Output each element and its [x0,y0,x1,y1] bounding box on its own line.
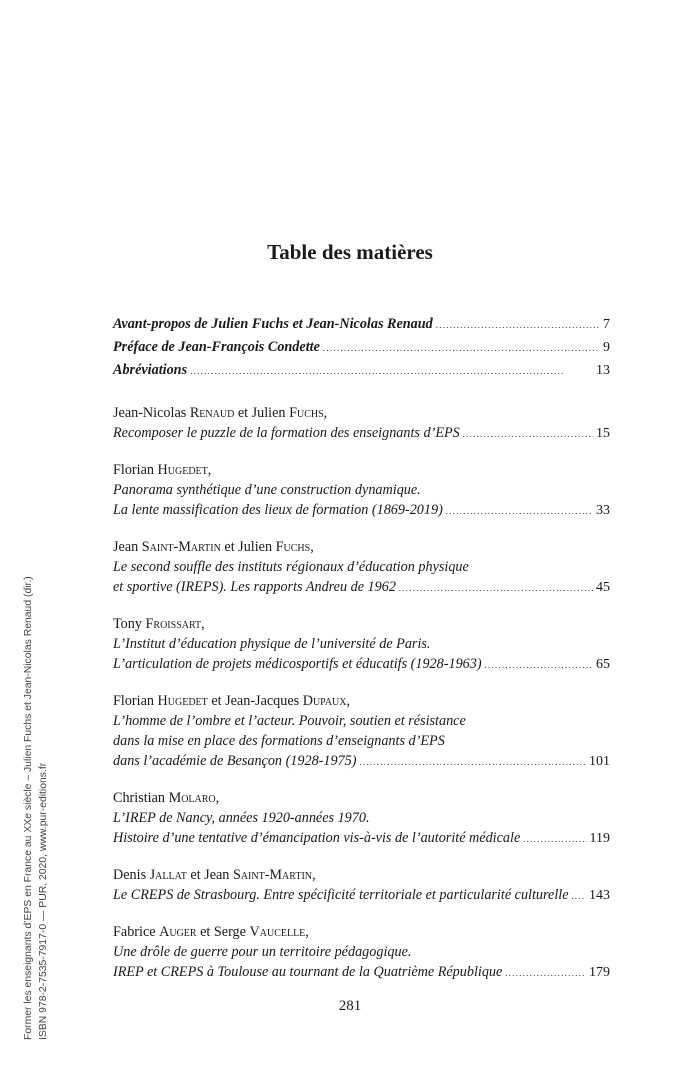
chapter-title-line: Le second souffle des instituts régionaux d’éducation physique [113,559,469,575]
chapter-title-text: L’articulation de projets médicosportifs et éducatifs (1928-1963) [113,656,482,672]
author-text: Jean-Nicolas [113,405,190,421]
author-surname: Froissart [145,616,202,632]
chapter-entry [113,691,610,772]
dot-leader [436,313,600,336]
author-surname: Dupaux [302,693,347,709]
dot-leader [572,885,586,906]
author-text: Florian [113,693,158,709]
chapter-page: 65 [596,657,610,672]
chapter-title-line: L’IREP de Nancy, années 1920-années 1970. [113,810,370,826]
chapter-title-text: Recomposer le puzzle de la formation des enseignants d’EPS [113,425,460,441]
chapter-title-last-line [113,751,610,772]
author-surname: Vaucelle [249,924,306,940]
author-text: Fabrice [113,924,160,940]
side-note-line: Former les enseignants d’EPS en France au XXe siècle – Julien Fuchs et Jean-Nicolas Renaud (dir.) [23,576,34,1040]
chapter-entry [113,788,610,849]
chapter-title-last-line [113,654,610,675]
author-surname: Saint-Martin [141,539,221,555]
author-text: Florian [113,462,158,478]
chapter-title-last-line [113,423,610,444]
chapter-entry [113,460,610,521]
chapter-authors [113,460,610,480]
dot-leader [323,336,600,359]
entry-page: 9 [603,340,610,355]
chapter-title-last-line [113,500,610,521]
chapter-page: 101 [589,754,610,769]
author-text: Denis [113,867,150,883]
chapter-authors [113,537,610,557]
entry-label: Abréviations [113,362,188,378]
chapter-title-line: Panorama synthétique d’une construction dynamique. [113,482,421,498]
author-surname: Fuchs [275,539,311,555]
chapter-authors [113,922,610,942]
chapter-title-last-line [113,828,610,849]
chapter-entry [113,537,610,598]
author-text: , [215,790,220,806]
chapter-title-text: Histoire d’une tentative d’émancipation vis-à-vis de l’autorité médicale [113,830,521,846]
author-text: , [312,867,316,883]
author-surname: Saint-Martin [232,867,313,883]
page-number: 281 [338,998,362,1014]
dot-leader [190,359,593,382]
side-note-line: ISBN 978-2-7535-7917-0 — PUR, 2020, www.pur-editions.fr [37,762,49,1040]
author-text: et Julien [234,405,290,421]
dot-leader [463,423,593,444]
author-text: et Jean [186,867,233,883]
page-title: Table des matières [267,240,433,264]
dot-leader [399,577,593,598]
author-surname: Fuchs [289,405,324,421]
dot-leader [446,500,593,521]
front-matter-entry [113,313,610,336]
chapter-page: 45 [596,580,610,595]
chapter-page: 179 [589,965,610,980]
dot-leader [505,962,586,983]
chapter-authors [113,865,610,885]
author-text: Jean [113,539,142,555]
dot-leader [360,751,587,772]
author-surname: Molaro [168,790,216,806]
author-text: , [201,616,205,632]
entry-label: Préface de Jean-François Condette [113,339,320,355]
dot-leader [485,654,593,675]
chapter-title-text: dans l’académie de Besançon (1928-1975) [113,753,357,769]
author-text: , [305,924,309,940]
chapter-title-line: L’Institut d’éducation physique de l’université de Paris. [113,636,431,652]
chapter-list [113,403,610,999]
author-surname: Auger [159,924,197,940]
author-text: , [346,693,351,709]
chapter-title-last-line [113,577,610,598]
entry-label: Avant-propos de Julien Fuchs et Jean-Nicolas Renaud [113,316,433,332]
chapter-page: 143 [589,888,610,903]
author-surname: Jallat [149,867,187,883]
chapter-page: 15 [596,426,610,441]
entry-page: 7 [603,317,610,332]
front-matter-entry [113,359,610,382]
author-text: , [323,405,328,421]
author-surname: Hugedet [157,462,208,478]
chapter-page: 33 [596,503,610,518]
chapter-entry [113,865,610,906]
chapter-title-text: Le CREPS de Strasbourg. Entre spécificité territoriale et particularité culturelle [113,887,569,903]
chapter-authors [113,691,610,711]
author-text: , [310,539,314,555]
author-text: et Julien [220,539,276,555]
chapter-title-line: dans la mise en place des formations d’enseignants d’EPS [113,733,445,749]
author-text: et Serge [196,924,250,940]
chapter-title-line: Une drôle de guerre pour un territoire pédagogique. [113,944,412,960]
author-text: et Jean-Jacques [207,693,303,709]
author-surname: Renaud [189,405,235,421]
chapter-title-text: et sportive (IREPS). Les rapports Andreu de 1962 [113,579,396,595]
dot-leader [523,828,586,849]
entry-page: 13 [596,363,610,378]
chapter-authors [113,788,610,808]
copyright-side-note [22,480,51,1040]
front-matter-list [113,313,610,382]
chapter-authors [113,403,610,423]
chapter-authors [113,614,610,634]
author-text: , [207,462,212,478]
chapter-page: 119 [589,831,610,846]
chapter-entry [113,922,610,983]
author-text: Christian [113,790,169,806]
author-surname: Hugedet [157,693,208,709]
chapter-entry [113,614,610,675]
chapter-title-text: IREP et CREPS à Toulouse au tournant de la Quatrième République [113,964,503,980]
chapter-title-last-line [113,885,610,906]
chapter-title-text: La lente massification des lieux de formation (1869-2019) [113,502,443,518]
front-matter-entry [113,336,610,359]
chapter-title-line: L’homme de l’ombre et l’acteur. Pouvoir, soutien et résistance [113,713,466,729]
chapter-title-last-line [113,962,610,983]
chapter-entry [113,403,610,444]
author-text: Tony [113,616,146,632]
